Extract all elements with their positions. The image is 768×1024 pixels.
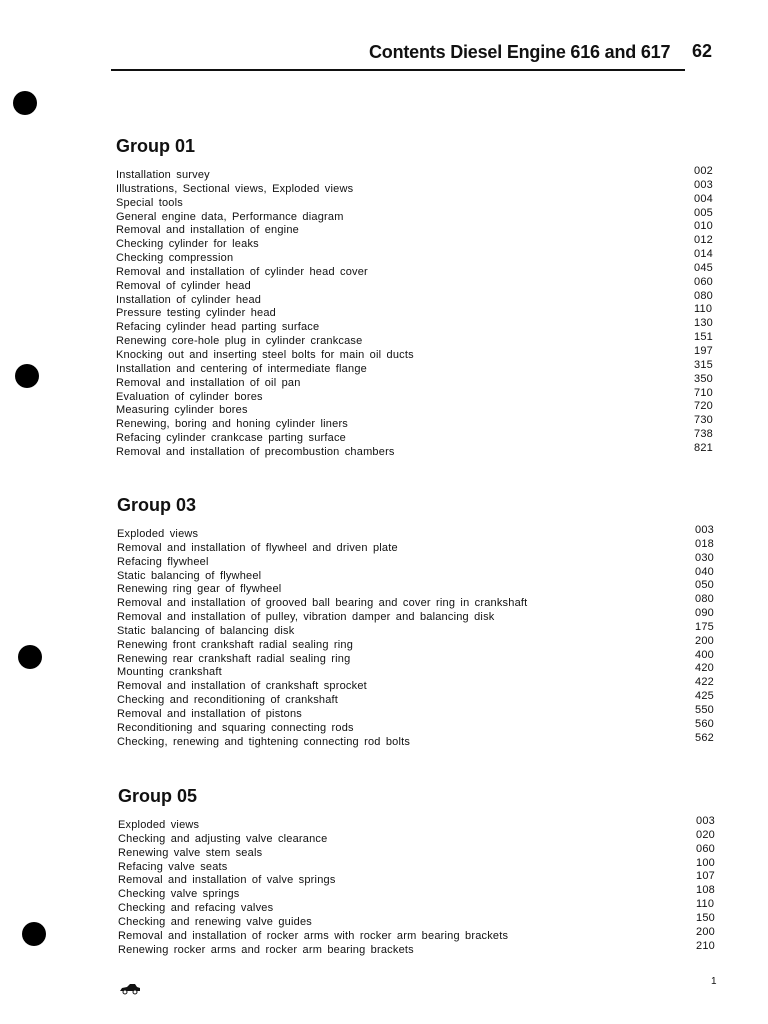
toc-entry-code: 425 — [695, 690, 714, 703]
toc-entry-code: 080 — [695, 593, 714, 606]
toc-entry — [118, 870, 718, 887]
toc-entry-code: 090 — [695, 607, 714, 620]
group-05-section — [118, 782, 718, 956]
toc-entry-label: Exploded views — [117, 528, 199, 540]
page-title: Contents Diesel Engine 616 and 617 — [369, 42, 671, 62]
toc-entry-label: Checking and adjusting valve clearance — [118, 832, 328, 845]
toc-entry — [117, 703, 717, 721]
entry-list — [116, 165, 716, 459]
toc-entry-code: 108 — [696, 884, 715, 897]
toc-entry-code: 003 — [696, 815, 715, 827]
toc-entry — [116, 303, 716, 320]
toc-entry — [117, 634, 717, 652]
toc-entry-code: 045 — [694, 261, 713, 274]
toc-entry — [116, 386, 716, 404]
toc-entry-code: 175 — [695, 620, 714, 633]
toc-entry-label: Removal and installation of engine — [116, 224, 299, 237]
toc-entry — [116, 441, 716, 459]
toc-entry — [118, 939, 718, 957]
toc-entry-label: Exploded views — [118, 819, 200, 831]
toc-entry-code: 004 — [694, 192, 713, 205]
toc-entry-label: Removal and installation of grooved ball bearing and cover ring in crankshaft — [117, 597, 528, 610]
toc-entry-code: 150 — [696, 911, 715, 924]
toc-entry-code: 100 — [696, 856, 715, 869]
toc-entry-label: Refacing cylinder head parting surface — [116, 321, 320, 334]
toc-entry — [117, 648, 717, 666]
toc-entry — [116, 234, 716, 251]
toc-entry-code: 003 — [695, 524, 714, 536]
toc-entry-label: Measuring cylinder bores — [116, 404, 248, 417]
toc-entry-code: 018 — [695, 537, 714, 550]
toc-entry-code: 821 — [694, 441, 713, 454]
toc-entry-label: Refacing valve seats — [118, 860, 228, 873]
toc-entry-code: 080 — [694, 289, 713, 302]
toc-entry-code: 003 — [694, 178, 713, 191]
toc-entry-label: Renewing ring gear of flywheel — [117, 583, 282, 596]
toc-entry — [116, 317, 716, 334]
footer-page-number: 1 — [711, 976, 717, 987]
punch-hole — [15, 364, 39, 388]
toc-entry-label: Pressure testing cylinder head — [116, 307, 276, 320]
toc-entry — [118, 856, 718, 874]
toc-entry — [116, 400, 716, 417]
toc-entry-label: General engine data, Performance diagram — [116, 210, 344, 223]
toc-entry-label: Checking, renewing and tightening connecting rod bolts — [117, 735, 411, 748]
toc-entry — [117, 717, 717, 735]
toc-entry — [116, 248, 716, 265]
toc-entry — [118, 828, 718, 846]
toc-entry-code: 107 — [696, 870, 715, 883]
toc-entry — [116, 428, 716, 445]
toc-entry-label: Renewing, boring and honing cylinder liners — [116, 418, 349, 431]
toc-entry-code: 210 — [696, 939, 715, 952]
toc-entry-label: Removal of cylinder head — [116, 279, 251, 292]
toc-entry-code: 151 — [694, 331, 713, 344]
toc-entry-code: 040 — [695, 565, 714, 578]
punch-hole — [13, 91, 37, 115]
toc-entry — [116, 344, 716, 362]
toc-entry-label: Renewing rocker arms and rocker arm bearing brackets — [118, 943, 414, 956]
toc-entry-label: Checking and refacing valves — [118, 902, 274, 915]
toc-entry-code: 110 — [694, 303, 713, 316]
toc-entry-code: 197 — [694, 344, 713, 357]
toc-entry — [116, 261, 716, 279]
toc-entry — [117, 593, 717, 610]
toc-entry-label: Renewing valve stem seals — [118, 846, 263, 859]
toc-entry-code: 550 — [695, 703, 714, 716]
toc-entry — [116, 165, 716, 182]
header-rule — [111, 69, 685, 71]
toc-entry — [116, 414, 716, 431]
toc-entry — [118, 911, 718, 929]
toc-entry-code: 130 — [694, 317, 713, 330]
toc-entry-label: Renewing rear crankshaft radial sealing ring — [117, 652, 351, 665]
toc-entry-code: 730 — [694, 414, 713, 427]
toc-entry-label: Mounting crankshaft — [117, 666, 222, 679]
toc-entry — [116, 275, 716, 293]
group-heading: Group 01 — [116, 136, 196, 156]
toc-entry-code: 014 — [694, 248, 713, 261]
toc-entry-label: Refacing flywheel — [117, 555, 209, 568]
toc-entry-label: Removal and installation of valve springs — [118, 874, 336, 887]
toc-entry-code: 738 — [694, 428, 713, 441]
toc-entry-code: 420 — [695, 662, 714, 675]
toc-entry — [117, 579, 717, 596]
toc-entry — [118, 842, 718, 860]
toc-entry — [117, 607, 717, 624]
toc-entry-label: Static balancing of flywheel — [117, 569, 262, 582]
toc-entry-label: Checking cylinder for leaks — [116, 238, 259, 251]
entry-list — [118, 815, 718, 956]
group-03-section — [117, 491, 717, 749]
toc-entry-label: Removal and installation of pistons — [117, 707, 302, 720]
punch-hole — [18, 645, 42, 669]
group-01-section — [116, 132, 716, 459]
toc-entry — [117, 662, 717, 679]
toc-entry-label: Checking and renewing valve guides — [118, 915, 312, 928]
toc-entry-label: Special tools — [116, 196, 183, 209]
toc-entry-code: 030 — [695, 551, 714, 564]
toc-entry-label: Removal and installation of flywheel and driven plate — [117, 541, 398, 554]
toc-entry-label: Renewing core-hole plug in cylinder crankcase — [116, 335, 363, 348]
toc-entry-label: Knocking out and inserting steel bolts for main oil ducts — [116, 348, 414, 361]
toc-entry — [117, 731, 717, 749]
toc-entry — [116, 372, 716, 390]
toc-entry-label: Refacing cylinder crankcase parting surface — [116, 432, 346, 445]
toc-entry — [116, 358, 716, 376]
toc-entry — [118, 925, 718, 943]
toc-entry-code: 020 — [696, 828, 715, 841]
toc-entry-label: Installation of cylinder head — [116, 293, 262, 306]
toc-entry — [117, 537, 717, 555]
group-heading: Group 05 — [118, 786, 198, 806]
toc-entry — [116, 206, 716, 224]
toc-entry-label: Removal and installation of oil pan — [116, 376, 301, 389]
toc-entry-label: Static balancing of balancing disk — [117, 624, 295, 637]
toc-entry-code: 200 — [696, 925, 715, 938]
toc-entry-label: Checking valve springs — [118, 888, 240, 901]
toc-entry — [118, 884, 718, 901]
toc-entry-label: Removal and installation of crankshaft sprocket — [117, 680, 367, 693]
punch-hole — [22, 922, 46, 946]
toc-entry-label: Checking and reconditioning of crankshaft — [117, 694, 339, 707]
toc-entry — [118, 815, 718, 832]
toc-entry-label: Installation and centering of intermediate flange — [116, 362, 367, 375]
toc-entry-label: Removal and installation of rocker arms with rocker arm bearing brackets — [118, 929, 509, 942]
toc-entry-label: Removal and installation of cylinder head cover — [116, 265, 368, 278]
toc-entry — [117, 676, 717, 693]
toc-entry-label: Renewing front crankshaft radial sealing ring — [117, 638, 354, 651]
group-heading: Group 03 — [117, 495, 197, 515]
toc-entry — [117, 565, 717, 583]
toc-entry — [117, 551, 717, 569]
header-page-number: 62 — [692, 41, 713, 61]
toc-entry — [116, 331, 716, 348]
toc-entry — [117, 620, 717, 638]
toc-entry-code: 110 — [696, 898, 715, 911]
toc-entry-label: Illustrations, Sectional views, Exploded views — [116, 182, 354, 195]
toc-entry-code: 710 — [694, 386, 713, 399]
toc-entry-code: 560 — [695, 717, 714, 730]
toc-entry-code: 400 — [695, 648, 714, 661]
toc-entry-code: 012 — [694, 234, 713, 247]
toc-entry-code: 562 — [695, 731, 714, 744]
car-icon — [119, 982, 141, 1000]
toc-entry-code: 010 — [694, 220, 713, 233]
toc-entry-code: 720 — [694, 400, 713, 413]
toc-entry — [116, 192, 716, 210]
toc-entry — [117, 690, 717, 707]
toc-entry-label: Removal and installation of precombustion chambers — [116, 445, 395, 458]
entry-list — [117, 524, 717, 749]
toc-entry-code: 060 — [696, 842, 715, 855]
toc-entry-code: 200 — [695, 634, 714, 647]
toc-entry-code: 422 — [695, 676, 714, 689]
toc-entry-code: 005 — [694, 206, 713, 219]
toc-entry-code: 350 — [694, 372, 713, 385]
toc-entry-label: Removal and installation of pulley, vibration damper and balancing disk — [117, 611, 495, 624]
toc-entry — [116, 220, 716, 237]
toc-entry-code: 060 — [694, 275, 713, 288]
toc-entry-code: 315 — [694, 358, 713, 371]
toc-entry-label: Evaluation of cylinder bores — [116, 390, 263, 403]
toc-entry — [116, 178, 716, 196]
toc-entry — [118, 898, 718, 915]
toc-entry — [117, 524, 717, 541]
toc-entry-code: 002 — [694, 165, 713, 177]
toc-entry-label: Installation survey — [116, 169, 210, 181]
toc-entry — [116, 289, 716, 307]
toc-entry-label: Checking compression — [116, 252, 234, 265]
toc-entry-label: Reconditioning and squaring connecting rods — [117, 721, 354, 734]
toc-entry-code: 050 — [695, 579, 714, 592]
